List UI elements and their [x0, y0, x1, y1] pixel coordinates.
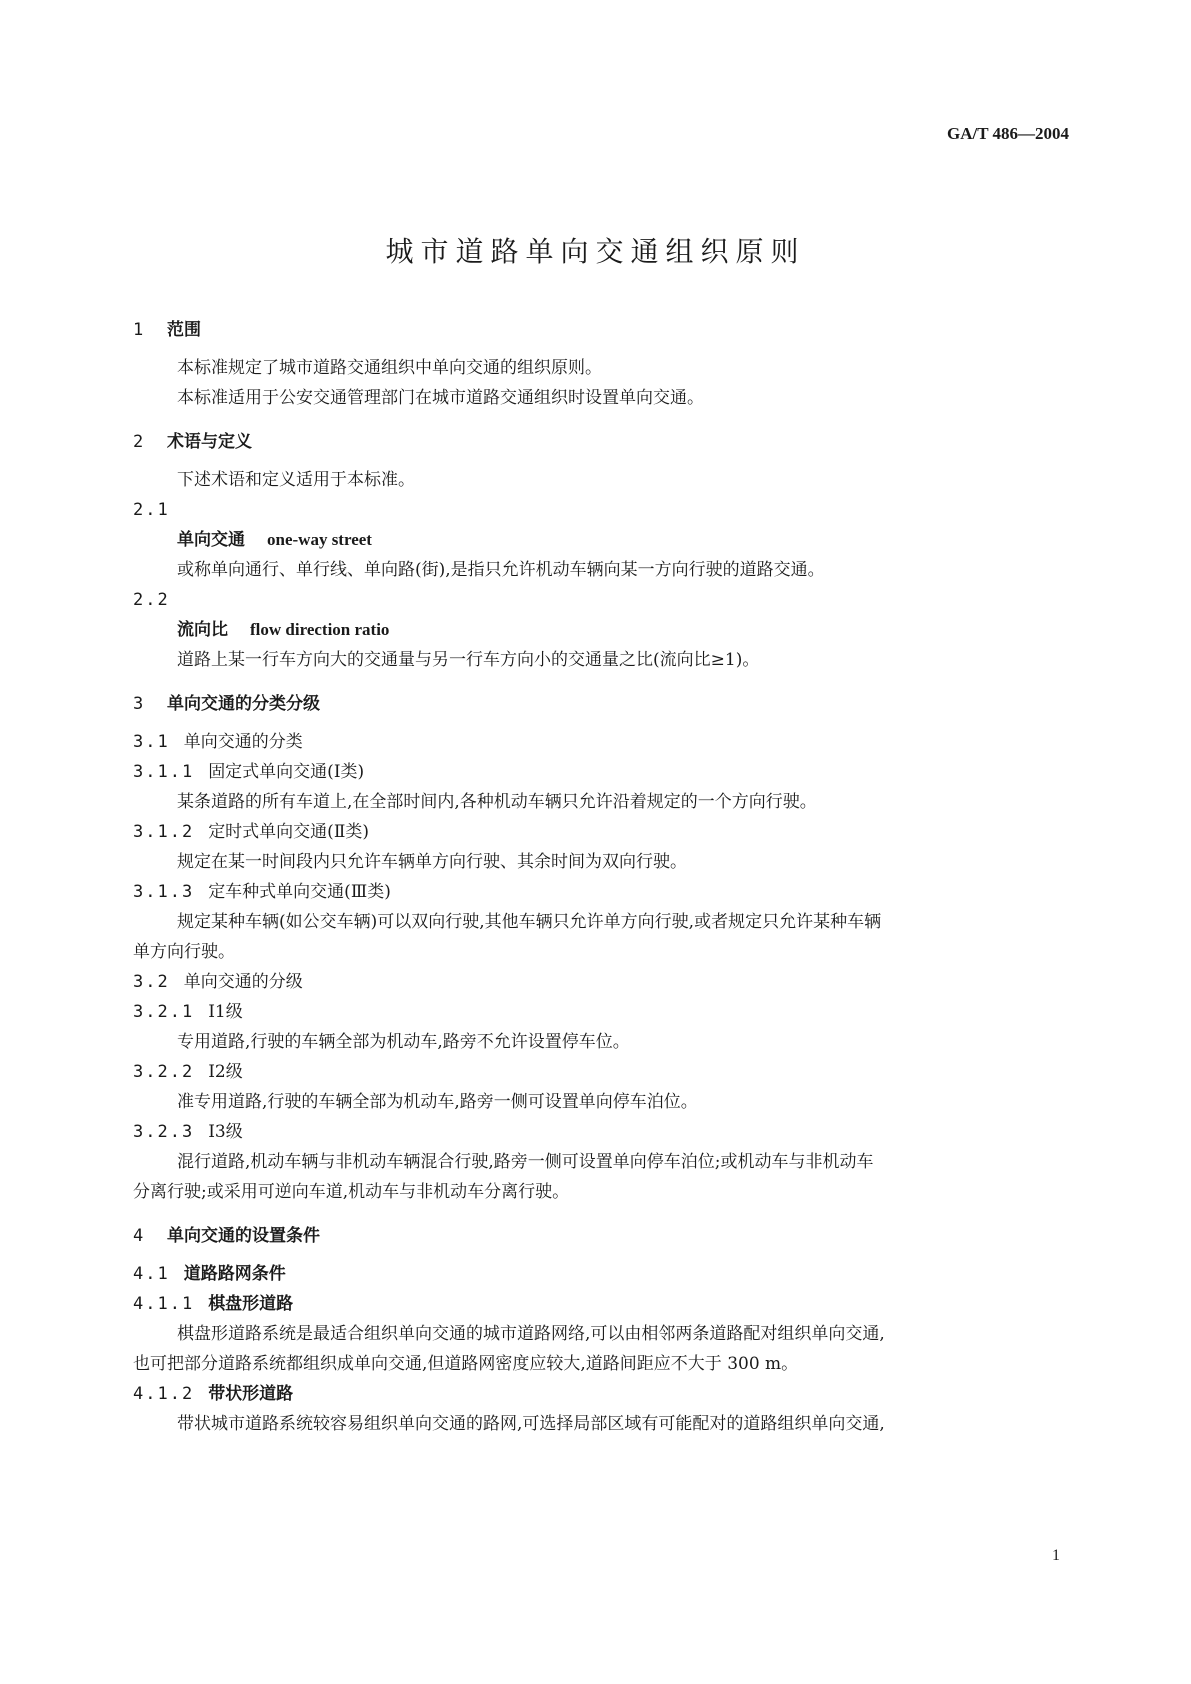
- paragraph-continuation: [133, 1354, 798, 1374]
- term-english: flow direction ratio: [250, 620, 390, 639]
- clause-number: 4.1.1: [133, 1294, 195, 1314]
- term-entry: [133, 620, 389, 640]
- section-title: 单向交通的分类分级: [167, 694, 320, 714]
- paragraph-text: 带状城市道路系统较容易组织单向交通的路网,可选择局部区域有可能配对的道路组织单向交通,: [177, 1414, 885, 1434]
- subsection-heading: [133, 1264, 286, 1284]
- clause-line: [133, 882, 391, 902]
- paragraph-line: [133, 1324, 885, 1344]
- paragraph-line: [133, 1032, 630, 1052]
- clause-line: [133, 1002, 243, 1022]
- paragraph-text: 单方向行驶。: [133, 942, 235, 962]
- paragraph-text: 专用道路,行驶的车辆全部为机动车,路旁不允许设置停车位。: [177, 1032, 630, 1052]
- paragraph-text: 规定某种车辆(如公交车辆)可以双向行驶,其他车辆只允许单方向行驶,或者规定只允许某种车辆: [177, 912, 882, 932]
- paragraph-text: 或称单向通行、单行线、单向路(街),是指只允许机动车辆向某一方向行驶的道路交通。: [177, 560, 825, 580]
- paragraph-text: 混行道路,机动车辆与非机动车辆混合行驶,路旁一侧可设置单向停车泊位;或机动车与非机动车: [177, 1152, 874, 1172]
- clause-title: Ⅰ2级: [208, 1062, 243, 1082]
- paragraph-continuation: [133, 1182, 569, 1202]
- paragraph-line: [133, 1152, 874, 1172]
- paragraph-text: 也可把部分道路系统都组织成单向交通,但道路网密度应较大,道路间距应不大于 300 m。: [133, 1354, 799, 1374]
- clause-title: Ⅰ3级: [208, 1122, 243, 1142]
- page-number: 1: [1052, 1547, 1060, 1564]
- clause-line: [133, 590, 184, 610]
- subsection-heading: [133, 1294, 293, 1314]
- clause-number: 2.2: [133, 590, 170, 610]
- section-heading: [133, 320, 201, 340]
- clause-title: 棋盘形道路: [208, 1294, 294, 1314]
- paragraph-continuation: [133, 942, 235, 962]
- clause-line: [133, 732, 303, 752]
- paragraph-line: [133, 792, 817, 812]
- clause-title: 定车种式单向交通(Ⅲ类): [208, 882, 391, 902]
- clause-number: 3.2.2: [133, 1062, 195, 1082]
- clause-title: 单向交通的分级: [183, 972, 303, 992]
- clause-number: 3.2: [133, 972, 170, 992]
- paragraph-text: 本标准规定了城市道路交通组织中单向交通的组织原则。: [177, 358, 602, 378]
- clause-title: 带状形道路: [208, 1384, 294, 1404]
- term-english: one-way street: [267, 530, 372, 549]
- section-heading: [133, 1226, 320, 1246]
- clause-title: 道路路网条件: [183, 1264, 286, 1284]
- paragraph-line: [133, 912, 881, 932]
- section-heading: [133, 432, 252, 452]
- section-title: 范围: [167, 320, 201, 340]
- section-number: 1: [133, 320, 144, 340]
- clause-number: 2.1: [133, 500, 170, 520]
- section-number: 4: [133, 1226, 144, 1246]
- paragraph-text: 某条道路的所有车道上,在全部时间内,各种机动车辆只允许沿着规定的一个方向行驶。: [177, 792, 817, 812]
- section-title: 单向交通的设置条件: [167, 1226, 320, 1246]
- clause-number: 3.2.1: [133, 1002, 195, 1022]
- term-entry: [133, 530, 372, 550]
- clause-number: 4.1.2: [133, 1384, 195, 1404]
- clause-number: 3.1: [133, 732, 170, 752]
- paragraph-text: 棋盘形道路系统是最适合组织单向交通的城市道路网络,可以由相邻两条道路配对组织单向交通,: [177, 1324, 885, 1344]
- document-title: 城市道路单向交通组织原则: [385, 235, 806, 268]
- paragraph-line: [133, 852, 687, 872]
- subsection-heading: [133, 1384, 293, 1404]
- clause-number: 3.1.1: [133, 762, 195, 782]
- clause-number: 3.2.3: [133, 1122, 195, 1142]
- paragraph-line: [133, 388, 704, 408]
- section-heading: [133, 694, 320, 714]
- paragraph-text: 下述术语和定义适用于本标准。: [177, 470, 415, 490]
- paragraph-text: 道路上某一行车方向大的交通量与另一行车方向小的交通量之比(流向比≥1)。: [177, 650, 760, 670]
- term-chinese: 流向比: [177, 620, 228, 640]
- section-title: 术语与定义: [167, 432, 252, 452]
- paragraph-text: 准专用道路,行驶的车辆全部为机动车,路旁一侧可设置单向停车泊位。: [177, 1092, 698, 1112]
- clause-number: 3.1.2: [133, 822, 195, 842]
- clause-number: 4.1: [133, 1264, 170, 1284]
- clause-line: [133, 972, 303, 992]
- clause-title: 单向交通的分类: [183, 732, 303, 752]
- clause-line: [133, 1062, 243, 1082]
- paragraph-line: [133, 650, 759, 670]
- paragraph-line: [133, 1092, 698, 1112]
- clause-line: [133, 1122, 243, 1142]
- clause-title: 固定式单向交通(Ⅰ类): [208, 762, 365, 782]
- standard-code: GA/T 486—2004: [946, 124, 1069, 143]
- paragraph-text: 规定在某一时间段内只允许车辆单方向行驶、其余时间为双向行驶。: [177, 852, 687, 872]
- clause-title: 定时式单向交通(Ⅱ类): [208, 822, 370, 842]
- clause-line: [133, 822, 369, 842]
- paragraph-text: 本标准适用于公安交通管理部门在城市道路交通组织时设置单向交通。: [177, 388, 704, 408]
- paragraph-line: [133, 1414, 885, 1434]
- paragraph-line: [133, 470, 415, 490]
- paragraph-text: 分离行驶;或采用可逆向车道,机动车与非机动车分离行驶。: [133, 1182, 570, 1202]
- paragraph-line: [133, 358, 602, 378]
- clause-line: [133, 762, 364, 782]
- clause-line: [133, 500, 184, 520]
- paragraph-line: [133, 560, 825, 580]
- section-number: 3: [133, 694, 144, 714]
- clause-number: 3.1.3: [133, 882, 195, 902]
- term-chinese: 单向交通: [177, 530, 245, 550]
- section-number: 2: [133, 432, 144, 452]
- clause-title: Ⅰ1级: [208, 1002, 243, 1022]
